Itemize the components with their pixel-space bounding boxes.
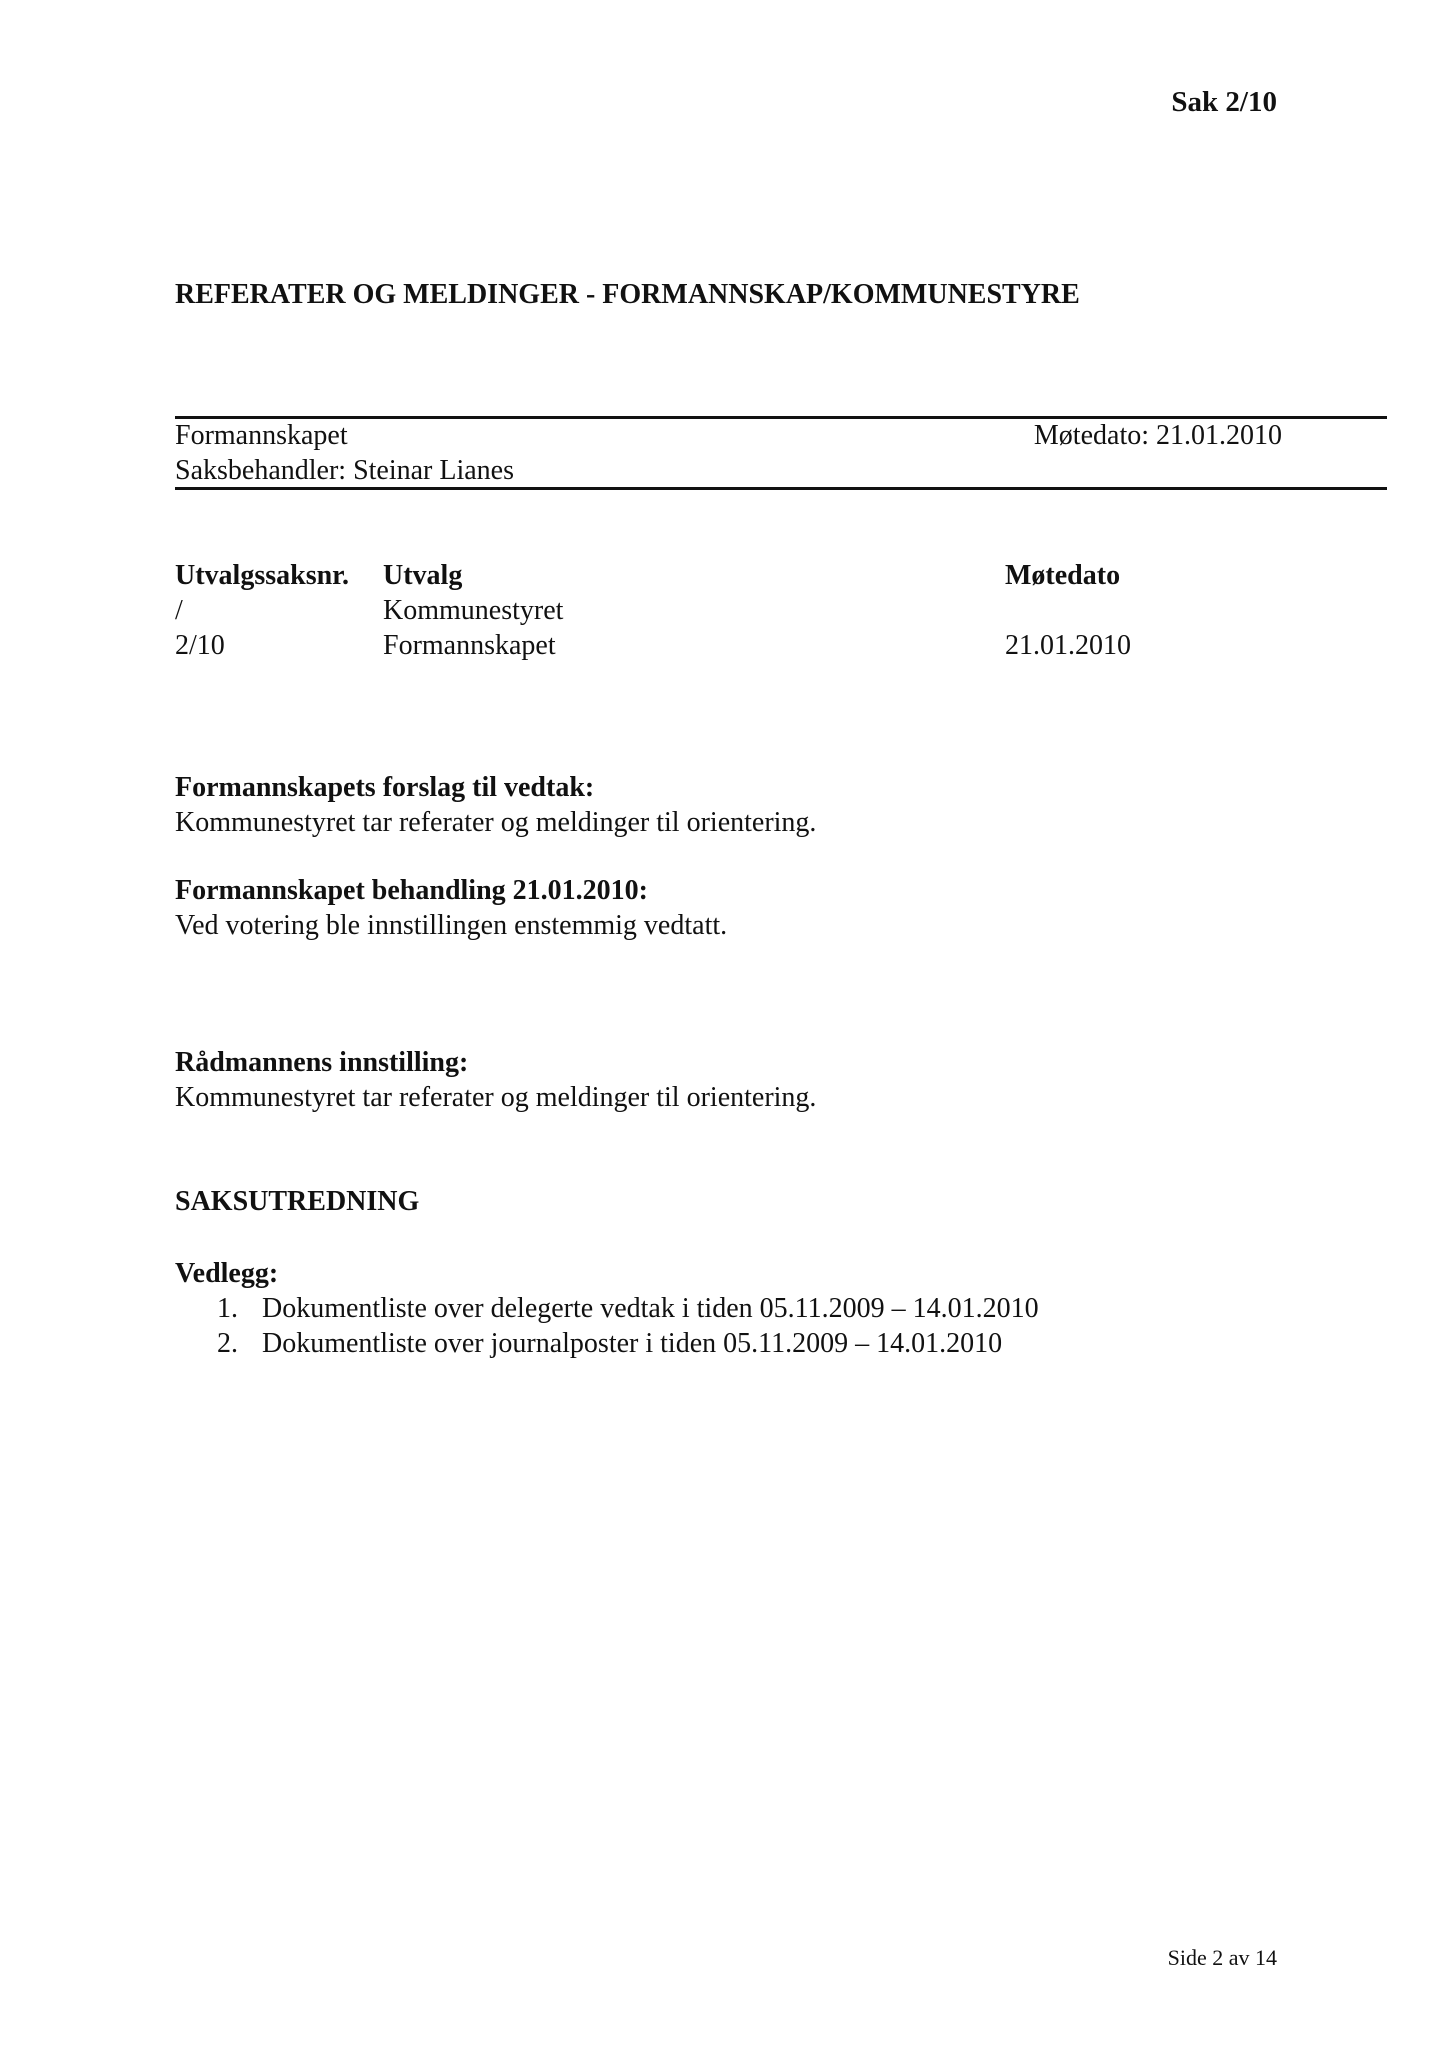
section-text: Ved votering ble innstillingen enstemmig vedtatt. [175,910,728,941]
attachments-section [175,1256,1039,1361]
section-heading: Rådmannens innstilling: [175,1047,469,1078]
table-cell: 21.01.2010 [1005,630,1131,661]
list-item-text: Dokumentliste over delegerte vedtak i tiden 05.11.2009 – 14.01.2010 [262,1293,1039,1324]
list-item-number: 2. [217,1328,238,1359]
case-number: Sak 2/10 [1171,86,1277,118]
section-text: Kommunestyret tar referater og meldinger til orientering. [175,807,817,838]
table-cell: 2/10 [175,630,225,661]
column-header-case-number: Utvalgssaksnr. [175,560,350,591]
section-heading: Formannskapet behandling 21.01.2010: [175,875,648,906]
table-cell: Kommunestyret [383,595,564,626]
column-header-committee: Utvalg [383,560,463,591]
table-row [175,595,1175,630]
document-title: REFERATER OG MELDINGER - FORMANNSKAP/KOMMUNESTYRE [175,279,1080,310]
section-heading: Formannskapets forslag til vedtak: [175,772,595,803]
list-item [175,1326,1003,1361]
proposal-section [175,770,816,840]
committee-table [175,560,1175,665]
section-text: Kommunestyret tar referater og meldinger til orientering. [175,1082,817,1113]
list-item-text: Dokumentliste over journalposter i tiden 05.11.2009 – 14.01.2010 [262,1328,1003,1359]
treatment-section [175,873,727,943]
list-item-number: 1. [217,1293,238,1324]
page-number: Side 2 av 14 [1167,1945,1277,1970]
header-rule-bottom [175,487,1387,490]
board-name: Formannskapet [175,420,348,451]
meeting-date: Møtedato: 21.01.2010 [1033,420,1282,451]
recommendation-section [175,1045,816,1115]
column-header-meeting-date: Møtedato [1005,560,1121,591]
table-cell: / [175,595,183,626]
header-rule-top [175,416,1387,419]
table-header-row [175,560,1175,595]
case-report-heading: SAKSUTREDNING [175,1186,420,1217]
table-cell: Formannskapet [383,630,556,661]
attachments-heading: Vedlegg: [175,1258,279,1289]
list-item [175,1291,1039,1326]
case-handler: Saksbehandler: Steinar Lianes [175,455,515,486]
table-row [175,630,1175,665]
